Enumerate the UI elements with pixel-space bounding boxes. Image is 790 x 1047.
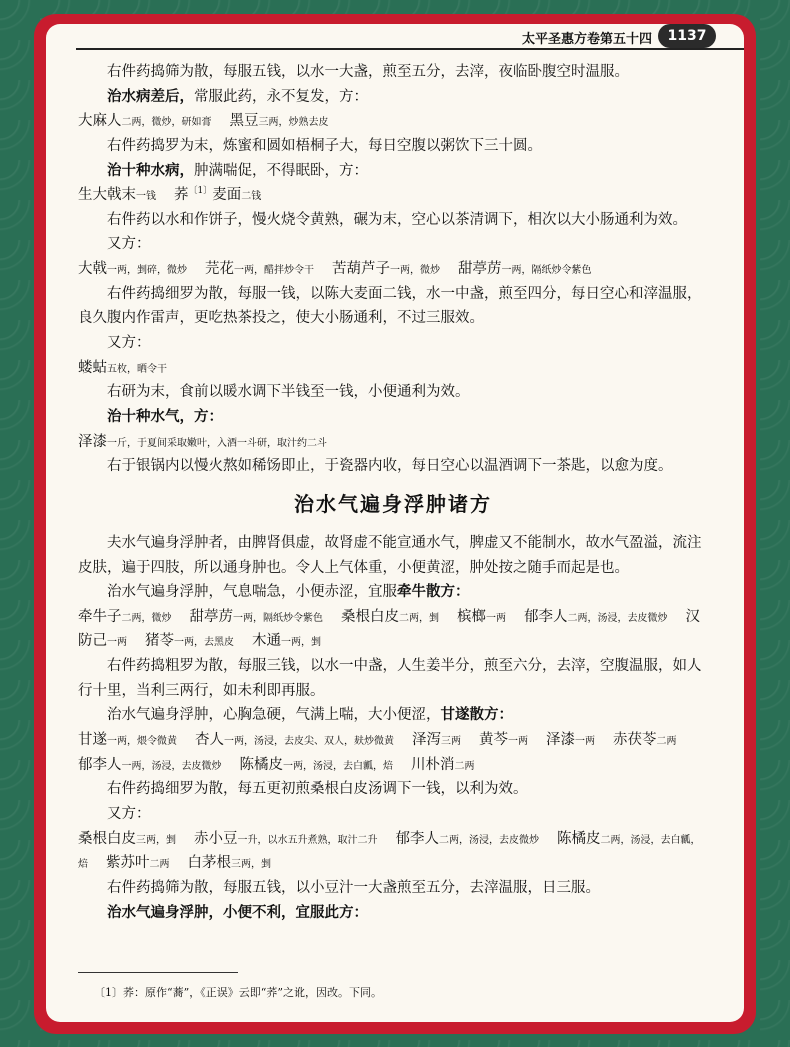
page-number-badge: 1137	[658, 24, 716, 48]
ingredient-name: 泽漆	[546, 732, 575, 749]
ingredient-note: 二两，剉	[399, 612, 439, 624]
ingredient-list	[78, 728, 708, 777]
ingredient-name: 泽泻	[412, 732, 441, 749]
ingredient-note: 三两	[441, 736, 461, 748]
ingredient-note: 二两，微炒	[121, 612, 172, 624]
ingredient-note: 二两	[149, 859, 170, 871]
ingredient-name: 郁李人	[78, 756, 122, 773]
text-line: 夫水气遍身浮肿者，由脾肾俱虚，故肾虚不能宣通水气，脾虚又不能制水，故水气盈溢，流注皮肤，遍于四肢，所以通身肿也。令人上气体重，小便黄涩，肿处按之随手而起是也。	[78, 534, 702, 576]
ingredient-name: 甜葶苈	[189, 608, 233, 625]
footnote: 〔1〕荞：原作“蕎”，《正误》云即“荞”之讹，因改。下同。	[94, 986, 382, 999]
ingredient-note: 一两	[486, 612, 506, 624]
ingredient-note: 一两，汤浸，去皮尖、双人，麸炒微黄	[224, 736, 394, 748]
ingredient-name: 赤小豆	[194, 830, 238, 847]
ingredient-note: 二两，汤浸，去皮微炒	[567, 612, 668, 624]
ingredient-note: 二两，汤浸，去皮微炒	[439, 834, 539, 846]
ingredient-name: 陈橘皮	[557, 830, 601, 847]
recipe-heading: 治水气遍身浮肿，小便不利，宜服此方：	[107, 904, 368, 921]
ingredient-line: 生大戟末一钱 荞$^{〔1〕}$麦面二钱	[78, 186, 262, 204]
ingredient-name: 猪苓	[145, 633, 174, 650]
ingredient-name: 黄芩	[479, 732, 508, 749]
recipe-heading: 治十种水气，方：	[107, 408, 223, 425]
ingredient-note: 一两，隔纸炒令紫色	[233, 612, 323, 624]
text-line: 右件药捣细罗为散，每服一钱，以陈大麦面二钱，水一中盏，煎至四分，每日空心和滓温服，良久腹内作雷声，更吃热茶投之，使大小肠通利，不过三服效。	[78, 285, 702, 327]
ingredient-note: 一两，剉	[281, 637, 321, 649]
ingredient-line: 大麻人二两，微炒，研如膏 黑豆三两，炒熟去皮	[78, 113, 329, 130]
ingredient-note: 二两，汤浸，去白瓤，焙	[78, 834, 701, 871]
alt-recipe-label: 又方：	[107, 236, 151, 253]
ingredient-note: 三两，剉	[136, 834, 176, 846]
ingredient-name: 郁李人	[524, 608, 568, 625]
ingredient-note: 一两	[107, 637, 127, 649]
ingredient-line: 大戟一两，剉碎，微炒 芫花一两，醋拌炒令干 苦葫芦子一两，微炒 甜葶苈一两，隔纸炒令紫色	[78, 261, 592, 278]
ingredient-list	[78, 605, 708, 654]
text-line: 右件药以水和作饼子，慢火烧令黄熟，碾为末，空心以茶清调下，相次以大小肠通利为效。	[107, 211, 687, 228]
alt-recipe-label: 又方：	[107, 805, 151, 822]
ingredient-name: 紫苏叶	[106, 855, 150, 872]
recipe-heading: 治水气遍身浮肿，气息喘急，小便赤涩，宜服牵牛散方：	[107, 584, 470, 601]
text-line: 右件药捣筛为散，每服五钱，以小豆汁一大盏煎至五分，去滓温服，日三服。	[107, 879, 600, 896]
ingredient-note: 三两，剉	[231, 859, 271, 871]
ingredient-note: 一两，汤浸，去白瓤，焙	[283, 760, 393, 772]
ingredient-name: 桑根白皮	[78, 830, 136, 847]
text-line: 右于银锅内以慢火熬如稀饧即止，于瓷器内收，每日空心以温酒调下一茶匙，以愈为度。	[107, 458, 673, 475]
ingredient-line: 泽漆一斤，于夏间采取嫩叶，入酒一斗研，取汁约二斗	[78, 433, 327, 450]
book-page	[46, 24, 744, 1022]
text-line: 右件药捣粗罗为散，每服三钱，以水一中盏，人生姜半分，煎至六分，去滓，空腹温服，如人行十里，当利三两行，如未利即再服。	[78, 658, 702, 699]
alt-recipe-label: 又方：	[107, 335, 151, 352]
page-body	[78, 60, 708, 925]
ingredient-note: 一两，煨令微黄	[107, 736, 177, 748]
header-title: 太平圣惠方卷第五十四	[521, 32, 652, 47]
ingredient-name: 牵牛子	[78, 608, 122, 625]
ingredient-name: 赤茯苓	[613, 732, 657, 749]
footnote-rule	[78, 972, 238, 973]
ingredient-note: 一两，汤浸，去皮微炒	[121, 760, 222, 772]
recipe-heading: 治水气遍身浮肿，心胸急硬，气满上喘，大小便涩，甘遂散方：	[107, 707, 513, 724]
ingredient-name: 杏人	[195, 732, 224, 749]
ingredient-note: 一两	[575, 736, 595, 748]
ingredient-name: 槟榔	[457, 608, 486, 625]
ingredient-list	[78, 827, 708, 876]
ingredient-name: 川朴消	[411, 756, 455, 773]
ingredient-name: 木通	[252, 633, 281, 650]
text-line: 右研为末，食前以暖水调下半钱至一钱，小便通利为效。	[107, 384, 470, 401]
recipe-heading: 治水病差后，常服此药，永不复发，方：	[107, 88, 368, 105]
ingredient-note: 一升，以水五升煮熟，取汁二升	[237, 834, 378, 846]
ingredient-note: 一两	[508, 736, 528, 748]
header-rule	[76, 48, 744, 50]
text-line: 右件药捣筛为散，每服五钱，以水一大盏，煎至五分，去滓，夜临卧腹空时温服。	[107, 64, 629, 80]
section-title: 治水气遍身浮肿诸方	[294, 491, 492, 516]
ingredient-name: 郁李人	[395, 830, 439, 847]
ingredient-name: 汉防己	[78, 608, 700, 650]
ingredient-note: 二两	[454, 760, 475, 772]
ingredient-line: 蝼蛄五枚，晒令干	[78, 359, 167, 376]
ingredient-name: 桑根白皮	[341, 608, 399, 625]
text-line: 右件药捣罗为末，炼蜜和圆如梧桐子大，每日空腹以粥饮下三十圆。	[107, 137, 542, 154]
ingredient-name: 陈橘皮	[239, 756, 283, 773]
ingredient-name: 白茅根	[187, 855, 231, 872]
running-header	[46, 24, 744, 50]
ingredient-name: 甘遂	[78, 732, 107, 749]
ingredient-note: 一两，去黑皮	[174, 637, 234, 649]
text-line: 右件药捣细罗为散，每五更初煎桑根白皮汤调下一钱，以利为效。	[107, 781, 528, 798]
recipe-heading: 治十种水病，肿满喘促，不得眠卧，方：	[107, 162, 368, 179]
ingredient-note: 二两	[656, 736, 677, 748]
